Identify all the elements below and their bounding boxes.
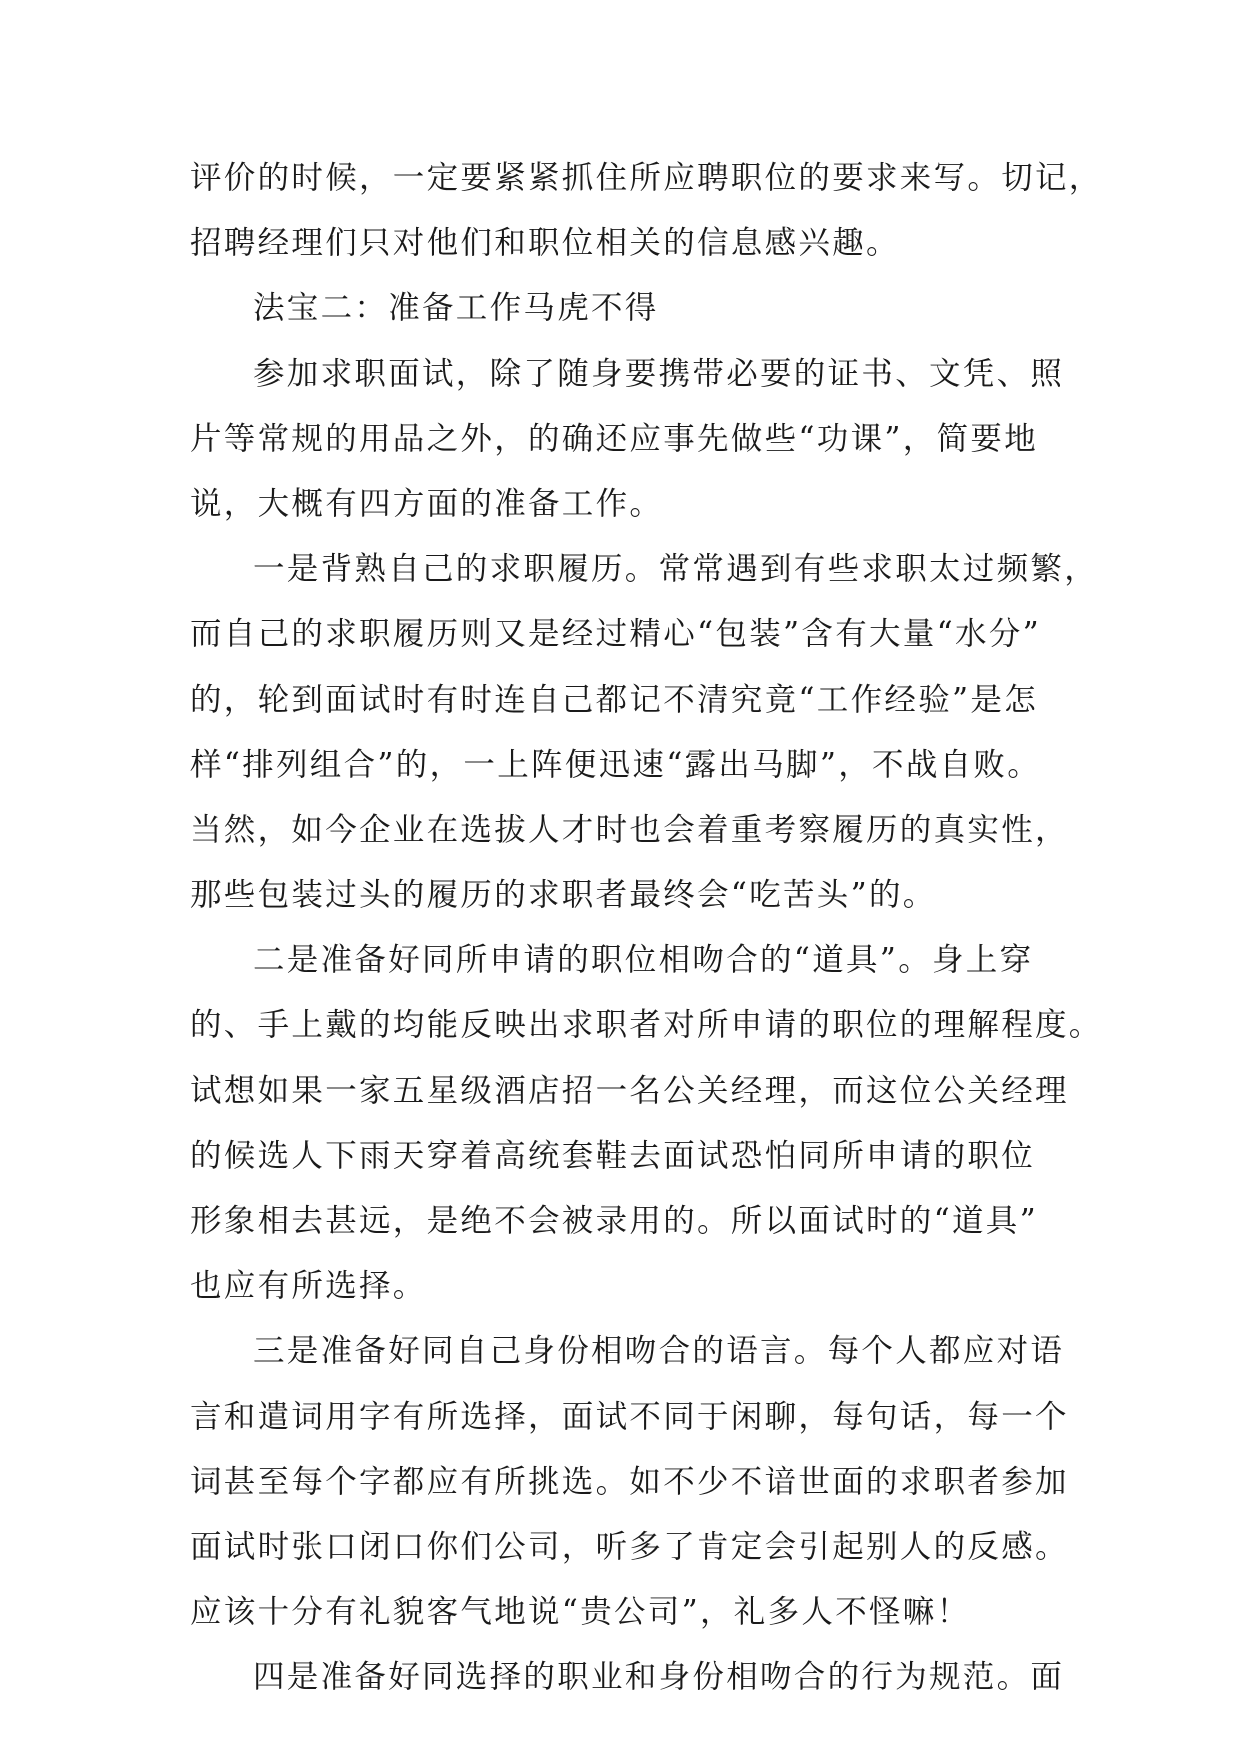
text-line: 一是背熟自己的求职履历。常常遇到有些求职太过频繁， bbox=[253, 551, 1099, 588]
text-line: 三是准备好同自己身份相吻合的语言。每个人都应对语 bbox=[253, 1333, 1065, 1370]
text-line: 二是准备好同所申请的职位相吻合的“道具”。身上穿 bbox=[253, 942, 1034, 979]
text-line: 应该十分有礼貌客气地说“贵公司”，礼多人不怪嘛！ bbox=[190, 1594, 971, 1631]
section-heading: 法宝二：准备工作马虎不得 bbox=[253, 290, 659, 327]
text-line: 那些包装过头的履历的求职者最终会“吃苦头”的。 bbox=[190, 877, 937, 914]
text-line: 说，大概有四方面的准备工作。 bbox=[190, 485, 664, 522]
text-line: 形象相去甚远，是绝不会被录用的。所以面试时的“道具” bbox=[190, 1203, 1039, 1239]
text-line: 的、手上戴的均能反映出求职者对所申请的职位的理解程度。 bbox=[190, 1007, 1103, 1044]
document-body bbox=[190, 146, 1103, 1711]
text-line: 片等常规的用品之外，的确还应事先做些“功课”，简要地 bbox=[190, 420, 1039, 457]
text-line: 的候选人下雨天穿着高统套鞋去面试恐怕同所申请的职位 bbox=[190, 1137, 1036, 1174]
text-line: 词甚至每个字都应有所挑选。如不少不谙世面的求职者参加 bbox=[190, 1463, 1069, 1500]
text-line: 参加求职面试，除了随身要携带必要的证书、文凭、照 bbox=[253, 355, 1065, 392]
text-line: 当然，如今企业在选拔人才时也会着重考察履历的真实性， bbox=[190, 811, 1069, 848]
text-line: 而自己的求职履历则又是经过精心“包装”含有大量“水分” bbox=[190, 616, 1042, 653]
text-line: 试想如果一家五星级酒店招一名公关经理，而这位公关经理 bbox=[190, 1072, 1069, 1109]
text-line: 评价的时候，一定要紧紧抓住所应聘职位的要求来写。切记， bbox=[190, 160, 1103, 196]
text-line: 面试时张口闭口你们公司，听多了肯定会引起别人的反感。 bbox=[190, 1528, 1069, 1565]
text-line: 四是准备好同选择的职业和身份相吻合的行为规范。面 bbox=[253, 1659, 1065, 1696]
text-line: 招聘经理们只对他们和职位相关的信息感兴趣。 bbox=[190, 225, 900, 262]
text-line: 样“排列组合”的，一上阵便迅速“露出马脚”，不战自败。 bbox=[190, 746, 1042, 783]
text-line: 的，轮到面试时有时连自己都记不清究竟“工作经验”是怎 bbox=[190, 681, 1039, 718]
text-line: 也应有所选择。 bbox=[190, 1268, 427, 1305]
text-line: 言和遣词用字有所选择，面试不同于闲聊，每句话，每一个 bbox=[190, 1398, 1069, 1435]
